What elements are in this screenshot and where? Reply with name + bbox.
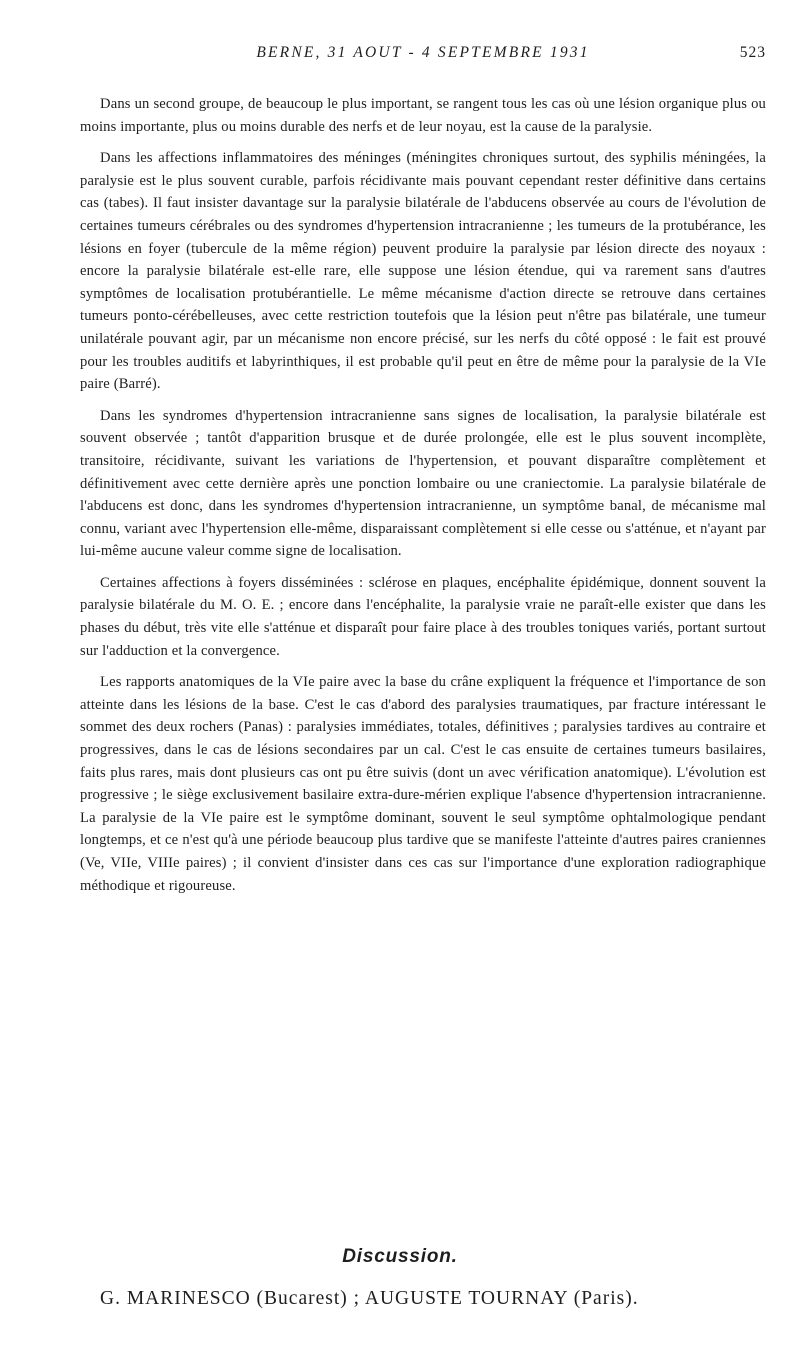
paragraph: Les rapports anatomiques de la VIe paire avec la base du crâne expliquent la fréquence et l'importance de son atteinte dans les lésions de la base. C'est le cas d'abord des paralysies traumatiques, par fracture intéressant le sommet des deux rochers (Panas) : paralysies immédiates, totales, définitives ; paralysies tardives au contraire et progressives, dans le cas de lésions secondaires par un cal. C'est le cas ensuite de certaines tumeurs basilaires, faits plus rares, mais dont plusieurs cas ont pu être suivis (dont un avec vérification anatomique). L'évolution est progressive ; le siège exclusivement basilaire extra-dure-mérien explique l'absence d'hypertension intracranienne. La paralysie de la VIe paire est le symptôme dominant, souvent le seul symptôme ophtalmologique pendant longtemps, et ce n'est qu'à une période beaucoup plus tardive que se manifeste l'atteinte d'autres paires craniennes (Ve, VIIe, VIIIe paires) ; il convient d'insister dans ces cas sur l'importance d'une exploration radiographique méthodique et rigoureuse. [80,674,766,894]
paragraph: Certaines affections à foyers disséminées : sclérose en plaques, encéphalite épidémique, donnent souvent la paralysie bilatérale du M. O. E. ; encore dans l'encéphalite, la paralysie vraie ne paraît-elle exister que dans les phases du début, très vite elle s'atténue et disparaît pour faire place à des troubles toniques variés, portant surtout sur l'adduction et la convergence. [80,574,766,659]
paragraph: Dans les affections inflammatoires des méninges (méningites chroniques surtout, des syphilis méningées, la paralysie est le plus souvent curable, parfois récidivante mais pouvant cependant rester définitive dans certains cas (tabes). Il faut insister davantage sur la paralysie bilatérale de l'abducens observée au cours de l'évolution de certaines tumeurs cérébrales ou des syndromes d'hypertension intracranienne ; les tumeurs de la protubérance, les lésions en foyer (tubercule de la même région) peuvent produire la paralysie par lésion directe des noyaux : encore la paralysie bilatérale est-elle rare, elle suppose une lésion étendue, qui va rarement sans d'autres symptômes de localisation protubérantielle. Le même mécanisme d'action directe se retrouve dans certaines tumeurs ponto-cérébelleuses, avec cette restriction toutefois que la lésion peut n'être pas bilatérale, une tumeur unilatérale pouvant agir, par un mécanisme non encore précisé, sur les nerfs du côté opposé : le fait est prouvé pour les troubles auditifs et labyrinthiques, il est probable qu'il peut en être de même pour la paralysie de la VIe paire (Barré). [80,150,766,393]
paragraph: Dans les syndromes d'hypertension intracranienne sans signes de localisation, la paralysie bilatérale est souvent observée ; tantôt d'apparition brusque et de durée prolongée, elle est le plus souvent incomplète, transitoire, récidivante, suivant les variations de l'hypertension, et pouvant disparaître complètement et définitivement avec cette dernière après une ponction lombaire ou une craniectomie. La paralysie bilatérale de l'abducens est donc, dans les syndromes d'hypertension intracranienne, un symptôme banal, de mécanisme mal connu, variant avec l'hypertension elle-même, disparaissant complètement si elle cesse ou s'atténue, et n'ayant par lui-même aucune valeur comme signe de localisation. [80,407,766,560]
body-text [80,93,766,906]
discussion-participants: G. MARINESCO (Bucarest) ; AUGUSTE TOURNAY (Paris). [100,1288,639,1309]
running-title: BERNE, 31 AOUT - 4 SEPTEMBRE 1931 [256,44,590,61]
paragraph: Dans un second groupe, de beaucoup le plus important, se rangent tous les cas où une lésion organique plus ou moins importante, plus ou moins durable des nerfs et de leur noyau, est la cause de la paralysie. [80,96,766,135]
discussion-heading: Discussion. [342,1246,458,1267]
running-header [80,44,766,66]
page-number: 523 [739,44,766,61]
